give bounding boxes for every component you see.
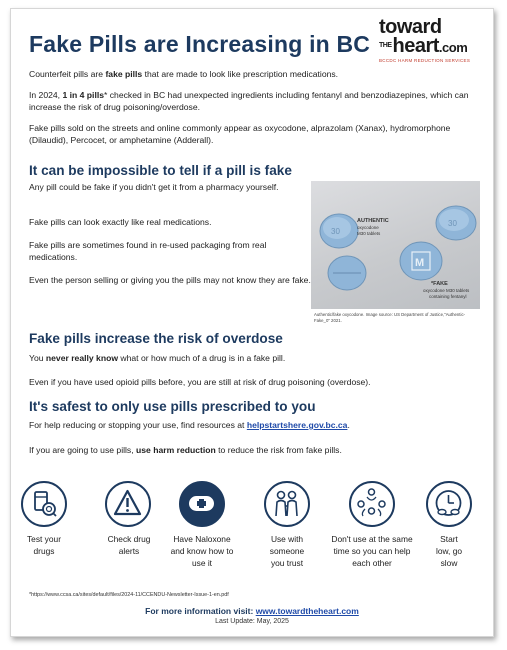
- svg-text:M: M: [415, 257, 425, 269]
- source-footnote: *https://www.ccsa.ca/sites/default/files/2024-11/CCENDU-Newsletter-Issue-1-en.pdf: [29, 592, 229, 598]
- warning-icon: [105, 481, 151, 527]
- intro-paragraph-3: Fake pills sold on the streets and online commonly appear as oxycodone, alprazolam (Xanax), hydromorphone (Dilaudid), Percocet, or amphetamine (Adderall).: [29, 123, 451, 145]
- intro-paragraph-1: Counterfeit pills are fake pills that are made to look like prescription medications.: [29, 69, 339, 79]
- more-info-line: For more information visit: www.towardtheheart.com: [145, 606, 359, 616]
- section3-paragraph-1: For help reducing or stopping your use, find resources at helpstartshere.gov.bc.ca.: [29, 420, 350, 430]
- section3-paragraph-2: If you are going to use pills, use harm reduction to reduce the risk from fake pills.: [29, 445, 342, 455]
- icon-label-someone: Use with someone you trust: [269, 534, 305, 568]
- section-heading-impossible: It can be impossible to tell if a pill is fake: [29, 163, 292, 178]
- page-title: Fake Pills are Increasing in BC: [29, 31, 371, 57]
- authentic-label: AUTHENTIC: [357, 218, 389, 224]
- icon-label-test: Test your drugs: [27, 534, 61, 556]
- two-people-icon: [264, 481, 310, 527]
- start-low-icon: [426, 481, 472, 527]
- icon-label-alerts: Check drug alerts: [107, 534, 151, 556]
- fake-label: *FAKE: [431, 281, 448, 287]
- section1-paragraph-4: Even the person selling or giving you the pills may not know they are fake.: [29, 275, 311, 285]
- authentic-sub-1: oxycodone: [357, 225, 379, 230]
- section-heading-safest: It's safest to only use pills prescribed to you: [29, 399, 316, 414]
- section1-paragraph-1: Any pill could be fake if you didn't get it from a pharmacy yourself.: [29, 182, 279, 192]
- svg-text:30: 30: [448, 219, 457, 228]
- towardtheheart-link[interactable]: www.towardtheheart.com: [255, 606, 359, 616]
- section-heading-overdose: Fake pills increase the risk of overdose: [29, 331, 283, 346]
- section2-paragraph-2: Even if you have used opioid pills before, you are still at risk of drug poisoning (overdose).: [29, 377, 371, 387]
- section2-paragraph-1: You never really know what or how much of a drug is in a fake pill.: [29, 353, 286, 363]
- toward-the-heart-logo: toward $^{THE}$heart.com BCCDC HARM REDUCTION SERVICES: [379, 16, 471, 63]
- fact-sheet-page: [10, 8, 494, 637]
- svg-text:30: 30: [331, 227, 340, 236]
- naloxone-kit-icon: [179, 481, 225, 527]
- authentic-sub-2: M30 tablets: [357, 231, 381, 236]
- last-update: Last Update: May, 2025: [215, 618, 289, 625]
- icon-label-naloxone: Have Naloxone and know how to use it: [170, 534, 234, 568]
- group-help-icon: [349, 481, 395, 527]
- icon-label-start-low: Start low, go slow: [435, 534, 463, 568]
- helpstartshere-link[interactable]: helpstartshere.gov.bc.ca: [246, 420, 348, 430]
- pills-photo: [311, 181, 480, 309]
- photo-caption: Authentic/fake oxycodone. Image source: US Department of Justice,"Authentic-Fake_0" 2021.: [314, 312, 466, 323]
- icon-label-same-time: Don't use at the same time so you can help each other: [331, 534, 413, 568]
- test-kit-icon: [21, 481, 67, 527]
- section1-paragraph-2: Fake pills can look exactly like real medications.: [29, 217, 212, 227]
- section1-paragraph-3: Fake pills are sometimes found in re-used packaging from real medications.: [29, 240, 267, 262]
- fake-sub-2: containing fentanyl: [429, 294, 467, 299]
- intro-paragraph-2: In 2024, 1 in 4 pills* checked in BC had unexpected ingredients including fentanyl and benzodiazepines, which can increase the risk of drug poisoning/overdose.: [29, 90, 469, 112]
- fake-sub-1: oxycodone M30 tablets: [423, 288, 470, 293]
